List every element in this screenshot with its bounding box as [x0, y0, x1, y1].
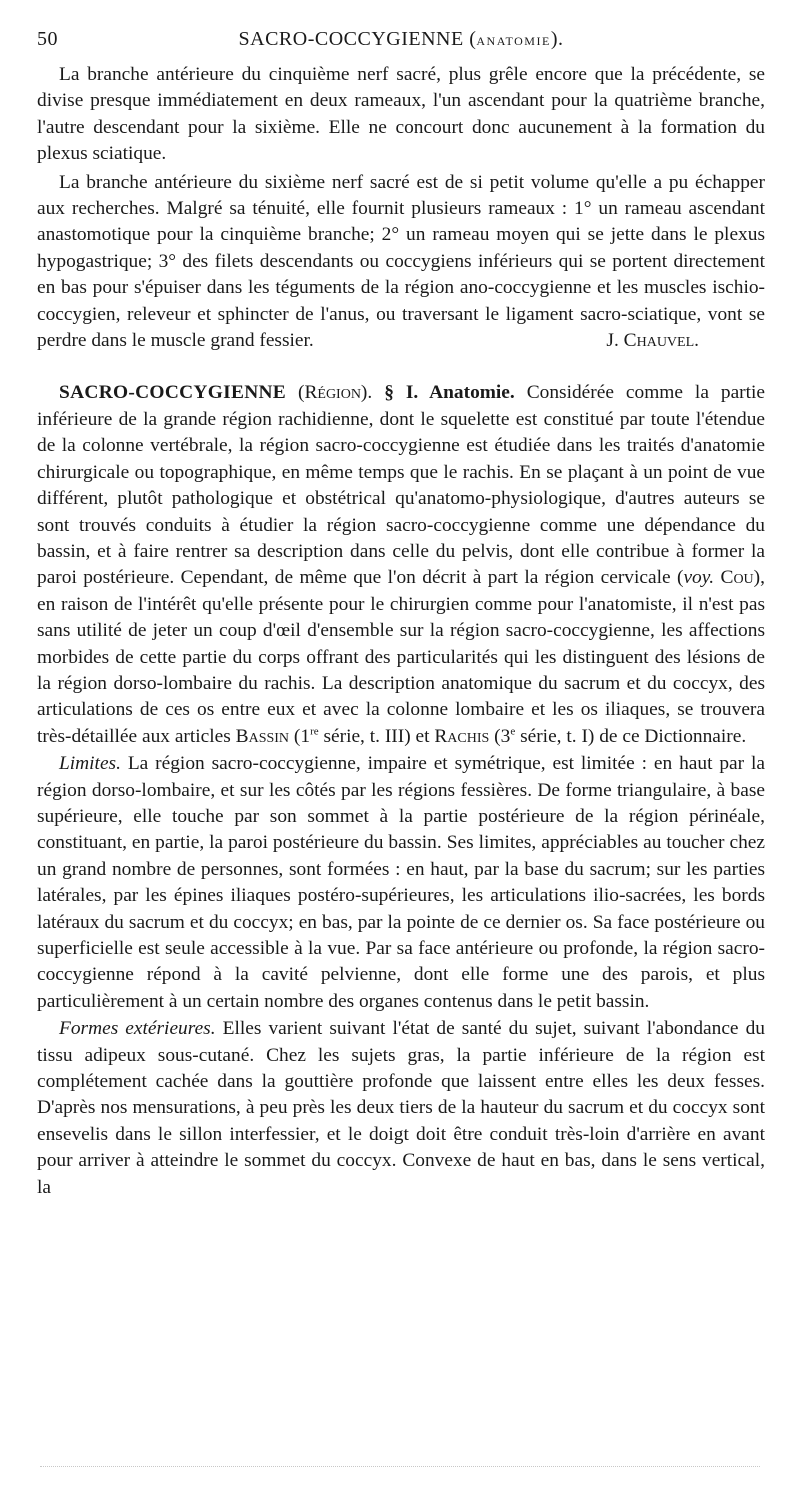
subheading-limites: Limites.	[59, 753, 121, 775]
ref-series-1-sup: re	[310, 725, 319, 738]
running-title-end: ).	[550, 28, 564, 50]
document-page	[37, 28, 765, 1201]
ref-series-3: (3	[489, 725, 511, 747]
paragraph-text: La branche antérieure du sixième nerf sacré est de si petit volume qu'elle a pu échapper aux recherches. Malgré sa ténuité, elle fournit plusieurs rameaux : 1° un rameau ascendant anastomotique pour la cinquième branche; 2° un rameau moyen qui se jette dans le plexus hypogastrique; 3° des filets descendants ou coccygiens inférieurs qui se portent directement en bas pour s'épuiser dans les téguments de la région ano-coccygienne et les muscles ischio-coccygien, releveur et sphincter de l'anus, ou traversant le ligament sacro-sciatique, vont se perdre dans le muscle grand fessier.	[37, 171, 765, 352]
paragraph-sixth-sacral-nerf	[37, 170, 765, 355]
ref-series-1: (1	[289, 725, 311, 747]
paragraph-entry-sacro-coccygienne-region	[37, 380, 765, 750]
ref-series-3-sup: e	[510, 725, 516, 738]
paragraph-text: Considérée comme la partie inférieure de la grande région rachidienne, dont le squelette est constitué par toute l'étendue de la colonne vertébrale, la région sacro-coccygienne est étudiée dans les traités d'anatomie chirurgicale ou topographique, en même temps que le rachis. En se plaçant à un point de vue différent, plutôt pathologique et obstétrical qu'anatomo-physiologique, d'autres auteurs se sont trouvés conduits à étudier la région sacro-coccygienne comme une dépendance du bassin, et à faire rentrer sa description dans celle du pelvis, dont elle contribue à former la paroi postérieure. Cependant, de même que l'on décrit à part la région cervicale (	[37, 382, 766, 589]
page-header	[37, 28, 765, 58]
paragraph-text: ), en raison de l'intérêt qu'elle présente pour le chirurgien comme pour l'anatomiste, il n'est pas sans utilité de jeter un coup d'œil d'ensemble sur la région sacro-coccygienne, les affections morbides de cette partie du corps offrant des particularités qui les distinguent des lésions de la région dorso-lombaire du rachis. La description anatomique du sacrum et du coccyx, des articulations de ces os entre eux et avec la colonne lombaire et les os iliaques, se trouvera très-détaillée aux articles	[37, 567, 765, 747]
cross-ref-cou: Cou	[714, 567, 754, 589]
running-title	[37, 28, 765, 51]
entry-region: (Région).	[286, 382, 385, 404]
ref-series-3-rest: série, t. I) de ce Dictionnaire.	[515, 725, 747, 747]
section-heading: § I. Anatomie.	[384, 382, 515, 404]
cross-ref-voy: voy.	[683, 567, 715, 589]
paragraph-fifth-sacral-nerf	[37, 62, 765, 168]
entry-title: SACRO-COCCYGIENNE	[59, 382, 287, 404]
page-number: 50	[37, 28, 58, 50]
ref-series-1-rest: série, t. III) et	[318, 725, 435, 747]
paragraph-text: Elles varient suivant l'état de santé du sujet, suivant l'abondance du tissu adipeux sous-cutané. Chez les sujets gras, la partie inférieure de la région est complétement cachée dans la gouttière profonde que laissent entre elles les deux fesses. D'après nos mensurations, à peu près les deux tiers de la hauteur du sacrum et du coccyx sont ensevelis dans le sillon interfessier, et le doigt doit être conduit très-loin d'arrière en avant pour arriver à atteindre le sommet du coccyx. Convexe de haut en bas, dans le sens vertical, la	[37, 1018, 765, 1198]
subheading-formes-exterieures: Formes extérieures.	[59, 1018, 216, 1040]
paragraph-text: La région sacro-coccygienne, impaire et symétrique, est limitée : en haut par la région dorso-lombaire, et sur les côtés par les régions fessières. De forme triangulaire, à base supérieure, elle touche par son sommet à la partie postérieure de la région périnéale, constituant, en partie, la paroi postérieure du bassin. Ses limites, appréciables au toucher chez un grand nombre de personnes, sont formées : en haut, par la base du sacrum; sur les parties latérales, par les épines iliaques postéro-supérieures, les articulations ilio-sacrées, les bords latéraux du sacrum et du coccyx; en bas, par la pointe de ce dernier os. Sa face postérieure ou superficielle est seule accessible à la vue. Par sa face antérieure ou profonde, la région sacro-coccygienne répond à la cavité pelvienne, dont elle forme une des parois, et plus particulièrement à un certain nombre des organes contenus dans le petit bassin.	[37, 753, 765, 1012]
paragraph-formes-exterieures	[37, 1016, 765, 1201]
author-signature: J. Chauvel.	[606, 330, 699, 352]
footer-dotted-rule	[40, 1466, 760, 1467]
paragraph-text: La branche antérieure du cinquième nerf sacré, plus grêle encore que la précédente, se divise presque immédiatement en deux rameaux, l'un ascendant pour la quatrième branche, l'autre descendant pour la sixième. Elle ne concourt donc aucunement à la formation du plexus sciatique.	[37, 64, 765, 165]
cross-ref-rachis: Rachis	[434, 725, 490, 747]
running-title-main: SACRO-COCCYGIENNE (	[238, 28, 477, 50]
paragraph-limites	[37, 751, 765, 1015]
running-title-small: ANATOMIE	[476, 34, 551, 48]
cross-ref-bassin: Bassin	[235, 725, 290, 747]
